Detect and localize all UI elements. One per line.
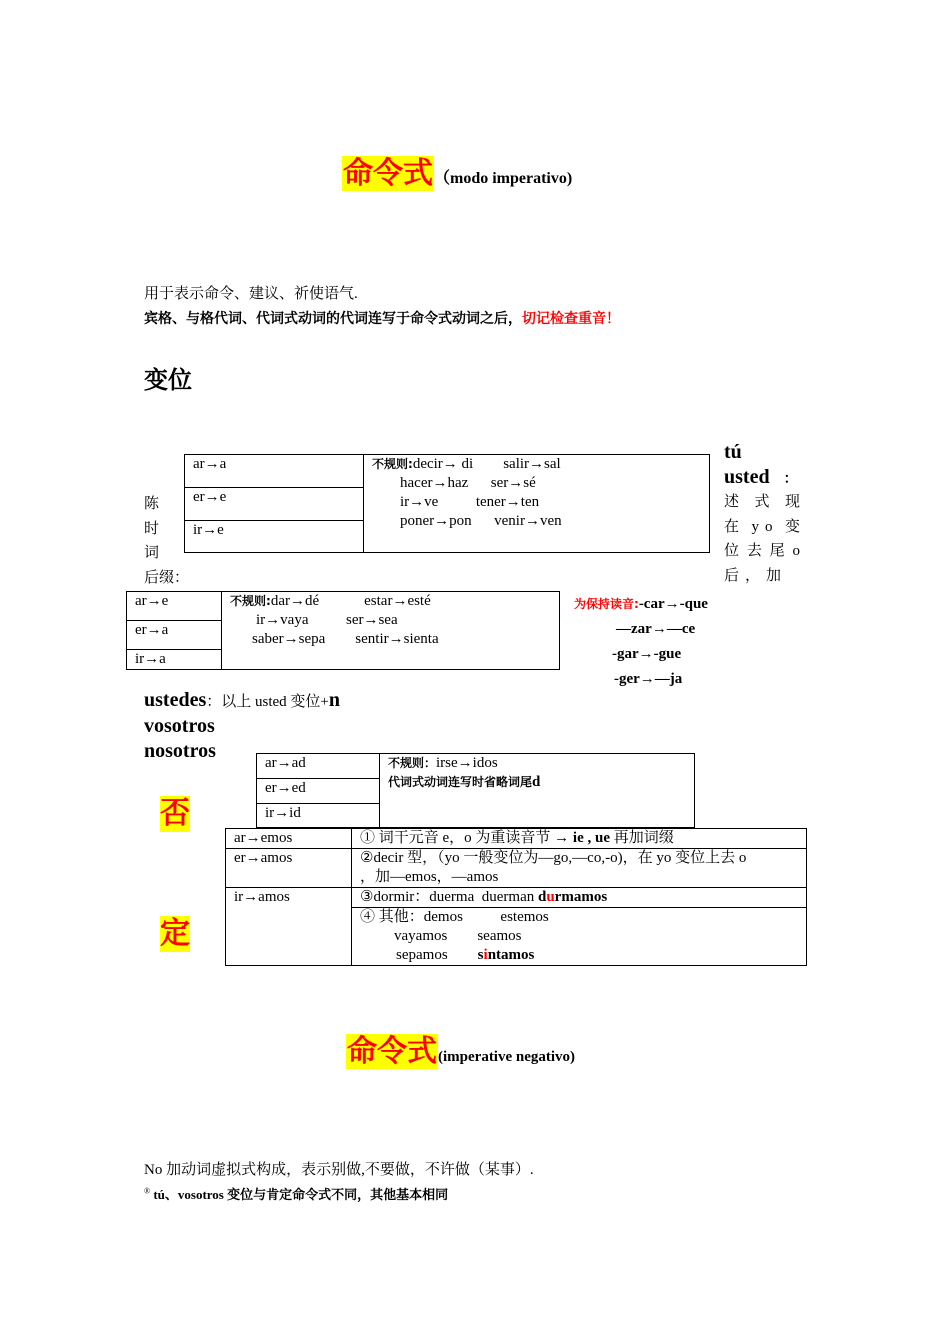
left-vertical-4: 后缀：: [144, 569, 190, 586]
rule-2-line-1: ②decir 型，（yo 一般变位为—go,—co,-o)，在 yo 变位上去 o: [360, 850, 747, 866]
table-tu-row-3: ir→e: [185, 521, 364, 553]
intro-line-2: [144, 308, 620, 328]
table-tu-row-2: er→e: [185, 488, 364, 521]
table-tu-irregular-line-3: ir→ve tener→ten: [400, 494, 540, 510]
rule-1-tail: 再加词缀: [613, 830, 674, 846]
table-usted-row-2: er→a: [127, 621, 222, 650]
phonetic-label: 为保持读音:: [574, 597, 639, 611]
ustedes-n: n: [328, 689, 340, 711]
vosotros-label: vosotros: [144, 715, 215, 737]
table-nosotros-rule-4: [352, 908, 807, 966]
phonetic-line-3: -gar→-gue: [612, 646, 682, 662]
nosotros-label: nosotros: [144, 740, 216, 762]
table-usted-row-3: ir→a: [127, 650, 222, 670]
table-vosotros-irregular: [380, 754, 695, 828]
title-1-main: 命令式: [343, 156, 433, 191]
table-vosotros-note-d: d: [532, 774, 541, 790]
table-vosotros-irregular-label: 不规则：: [388, 756, 437, 770]
table-tu-irregular-label: 不规则:: [372, 457, 413, 471]
usted-word: usted: [724, 466, 770, 488]
phonetic-line-4: -ger→—ja: [614, 671, 683, 687]
table-nosotros-rule-3: [352, 888, 807, 908]
table-usted-irregular-line-3: saber→sepa sentir→sienta: [252, 631, 439, 647]
table-nosotros-left-1: ar→emos: [226, 829, 352, 849]
table-vosotros-row-3: ir→id: [257, 804, 380, 828]
phonetic-line-2: —zar→—ce: [616, 621, 696, 637]
table-tu-row-1: ar→a: [185, 455, 364, 488]
section-heading: 变位: [144, 366, 192, 394]
tu-description: 述式现在yo变位去尾o后，加: [724, 494, 806, 584]
rule-1-bold: ie , ue: [572, 830, 610, 846]
table-usted-irregular-label: 不规则:: [230, 594, 271, 608]
table-tu-irregular-line-1: decir→ di salir→sal: [412, 456, 561, 472]
negative-char-1: 否: [160, 796, 190, 831]
intro-line-1: 用于表示命令、建议、祈使语气.: [144, 286, 358, 302]
rule-4-line-2: vayamos seamos: [394, 928, 522, 944]
usted-label: [724, 465, 798, 492]
negative-char-2: 定: [160, 916, 190, 951]
table-usted-irregular: [222, 592, 560, 670]
table-vosotros-row-1: ar→ad: [257, 754, 380, 779]
table-usted: [126, 591, 560, 670]
rule-2-line-2: ，加—emos，—amos: [360, 869, 499, 885]
negative-intro: No 加动词虚拟式构成，表示别做,不要做，不许做（某事）.: [144, 1162, 534, 1178]
table-nosotros-left-2: er→amos: [226, 849, 352, 888]
table-vosotros-note: 代词式动词连写时省略词尾: [388, 775, 533, 789]
table-nosotros-left-3: ir→amos: [226, 888, 352, 966]
title-2-main: 命令式: [347, 1034, 437, 1069]
table-usted-irregular-line-2: ir→vaya ser→sea: [256, 612, 398, 628]
phonetic-note: [574, 592, 708, 692]
left-vertical-1: 陈: [144, 496, 160, 512]
rule-4-line-3: [360, 946, 806, 965]
intro-line-2-text: 宾格、与格代词、代词式动词的代词连写于命令式动词之后，: [144, 311, 522, 327]
title-2: [346, 1034, 575, 1070]
title-2-sub: (imperative negativo): [438, 1049, 576, 1065]
ustedes-line: [144, 688, 340, 715]
table-nosotros-rule-2: [352, 849, 807, 888]
table-vosotros: [256, 753, 695, 828]
rule-4-s: s: [477, 947, 484, 963]
table-vosotros-row-2: er→ed: [257, 779, 380, 804]
negative-note-text: tú、vosotros 变位与肯定命令式不同，其他基本相同: [153, 1187, 449, 1202]
table-nosotros-rule-1: [352, 829, 807, 849]
tu-label: tú: [724, 441, 742, 463]
rule-1-text: ① 词干元音 e，o 为重读音节 →: [360, 830, 570, 846]
intro-line-2-warning: 切记检查重音！: [522, 311, 620, 327]
left-vertical-label: [144, 492, 189, 590]
rule-3-u: u: [546, 889, 555, 905]
table-tu-irregular-line-4: poner→pon venir→ven: [400, 513, 562, 529]
table-vosotros-irregular-text: irse→idos: [436, 755, 498, 771]
rule-4-rest: ntamos: [487, 947, 535, 963]
negative-note-mark: ®: [144, 1186, 151, 1196]
table-usted-row-1: ar→e: [127, 592, 222, 621]
rule-3-rest: rmamos: [554, 889, 608, 905]
rule-3-text: ③dormir：duerma duerman: [360, 889, 535, 905]
usted-colon: ：: [783, 472, 798, 487]
title-1-sub: （modo imperativo): [434, 170, 573, 187]
rule-3-d: d: [537, 889, 547, 905]
title-1: [342, 156, 572, 192]
rule-4-i: i: [483, 947, 488, 963]
left-vertical-2: 时: [144, 520, 160, 537]
table-nosotros: [225, 828, 807, 966]
rule-4-line-1: ④ 其他：demos estemos: [360, 909, 549, 925]
ustedes-label: ustedes: [144, 689, 207, 711]
negative-note: [144, 1184, 448, 1203]
table-usted-irregular-line-1: dar→dé estar→esté: [270, 593, 431, 609]
table-tu: [184, 454, 710, 553]
table-tu-irregular: [364, 455, 710, 553]
rule-4-line-3-pre: sepamos: [396, 947, 478, 963]
left-vertical-3: 词: [144, 545, 160, 561]
phonetic-line-1: -car→-que: [638, 596, 708, 612]
table-tu-irregular-line-2: hacer→haz ser→sé: [400, 475, 536, 491]
ustedes-text: ：以上 usted 变位+: [206, 694, 329, 710]
